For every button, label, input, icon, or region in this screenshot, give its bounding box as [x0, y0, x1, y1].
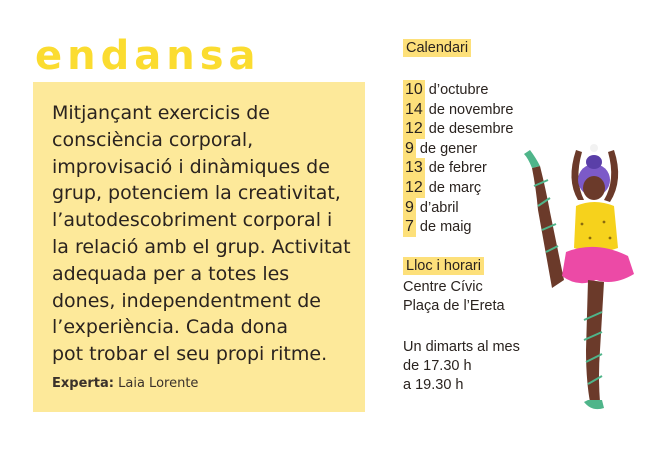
description-line: grup, potenciem la creativitat,: [52, 182, 341, 205]
calendar-heading-label: Calendari: [403, 39, 471, 57]
description-line: adequada per a totes les: [52, 262, 290, 285]
date-day: 9: [405, 139, 414, 157]
calendar-date: [403, 119, 513, 139]
date-month: d’abril: [419, 199, 459, 216]
expert-credit: [52, 376, 198, 391]
date-day: 13: [405, 159, 423, 177]
description-line: pot trobar el seu propi ritme.: [52, 343, 328, 366]
calendar-date: [403, 80, 513, 100]
location-line: Centre Cívic: [403, 279, 483, 295]
date-month: de febrer: [428, 160, 487, 177]
calendar-date-list: [403, 80, 513, 237]
date-month: de maig: [419, 219, 472, 236]
date-day: 7: [405, 218, 414, 236]
date-month: de desembre: [428, 121, 514, 138]
calendar-date: [403, 217, 513, 237]
description-line: l’experiència. Cada dona: [52, 316, 288, 339]
description-line: consciència corporal,: [52, 128, 254, 151]
date-month: de novembre: [428, 101, 514, 118]
date-month: de març: [428, 179, 482, 196]
schedule-text: [403, 338, 520, 395]
date-day: 12: [405, 178, 423, 196]
location-heading-label: Lloc i horari: [403, 257, 484, 275]
calendar-heading: [403, 40, 471, 56]
schedule-line: de 17.30 h: [403, 358, 472, 374]
date-day: 10: [405, 81, 423, 98]
date-month: de gener: [419, 140, 478, 157]
schedule-line: Un dimarts al mes: [403, 339, 520, 355]
location-heading: [403, 258, 484, 274]
description-line: improvisació i dinàmiques de: [52, 155, 330, 178]
calendar-date: [403, 139, 513, 159]
expert-label: Experta:: [52, 376, 114, 391]
description-text: [52, 100, 358, 368]
date-day: 12: [405, 120, 423, 138]
expert-name: Laia Lorente: [118, 376, 199, 391]
page-title: endansa: [35, 33, 261, 79]
date-month: d’octubre: [428, 82, 489, 98]
description-line: la relació amb el grup. Activitat: [52, 235, 351, 258]
description-line: dones, independentment de: [52, 289, 321, 312]
calendar-date: [403, 158, 513, 178]
dancer-illustration: [518, 140, 638, 415]
date-day: 9: [405, 198, 414, 216]
location-line: Plaça de l’Ereta: [403, 298, 505, 314]
calendar-date: [403, 198, 513, 218]
description-line: Mitjançant exercicis de: [52, 102, 270, 124]
calendar-date: [403, 100, 513, 120]
location-text: [403, 278, 505, 316]
date-day: 14: [405, 100, 423, 118]
description-line: l’autodescobriment corporal i: [52, 209, 333, 232]
calendar-date: [403, 178, 513, 198]
schedule-line: a 19.30 h: [403, 377, 464, 393]
